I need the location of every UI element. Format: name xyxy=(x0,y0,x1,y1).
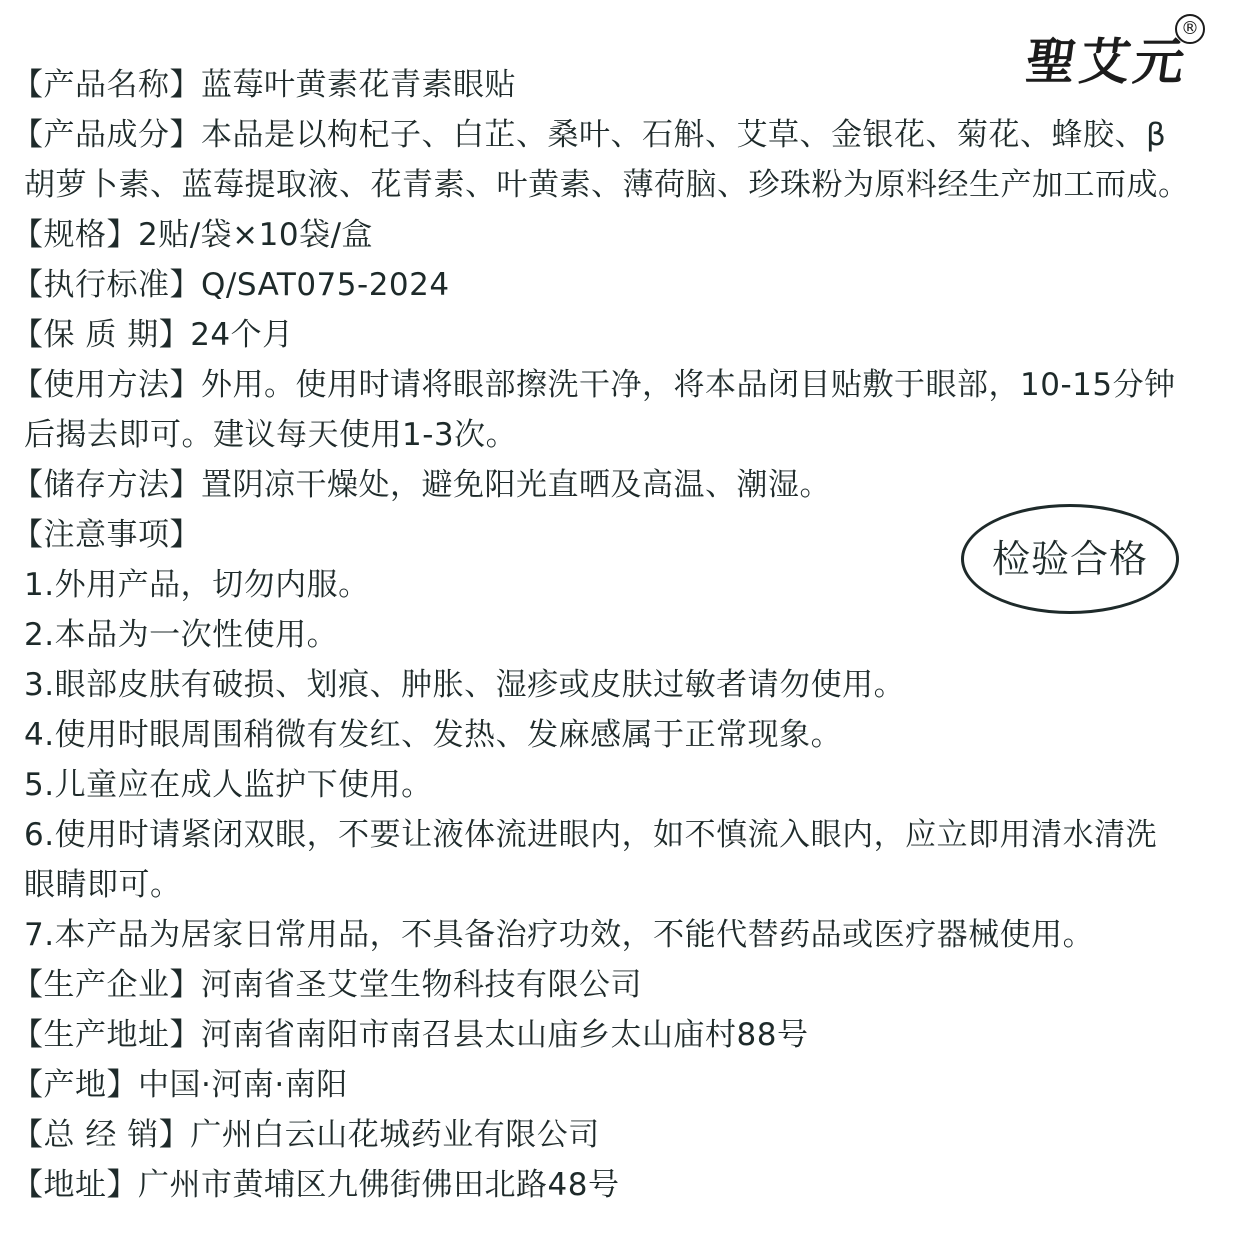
precaution-item: 1.外用产品，切勿内服。 xyxy=(24,567,370,603)
address-line: 【地址】广州市黄埔区九佛街佛田北路48号 xyxy=(12,1167,620,1203)
precaution-item: 2.本品为一次性使用。 xyxy=(24,617,339,653)
usage-line-cont: 后揭去即可。建议每天使用1-3次。 xyxy=(24,417,518,453)
shelf-life-line: 【保 质 期】24个月 xyxy=(12,317,294,353)
precaution-item: 3.眼部皮肤有破损、划痕、肿胀、湿疹或皮肤过敏者请勿使用。 xyxy=(24,667,906,703)
precautions-heading: 【注意事项】 xyxy=(12,517,201,553)
ingredients-line-cont: 胡萝卜素、蓝莓提取液、花青素、叶黄素、薄荷脑、珍珠粉为原料经生产加工而成。 xyxy=(24,167,1190,203)
precaution-item: 7.本产品为居家日常用品，不具备治疗功效，不能代替药品或医疗器械使用。 xyxy=(24,917,1095,953)
precaution-item: 5.儿童应在成人监护下使用。 xyxy=(24,767,433,803)
manufacturer-address-line: 【生产地址】河南省南阳市南召县太山庙乡太山庙村88号 xyxy=(12,1017,809,1053)
manufacturer-line: 【生产企业】河南省圣艾堂生物科技有限公司 xyxy=(12,967,642,1003)
brand-logo: 聖艾元 xyxy=(1021,32,1193,91)
inspection-stamp: 检验合格 xyxy=(961,504,1179,614)
registered-mark-icon: ® xyxy=(1175,14,1205,44)
precaution-item-cont: 眼睛即可。 xyxy=(24,867,182,903)
precaution-item: 4.使用时眼周围稍微有发红、发热、发麻感属于正常现象。 xyxy=(24,717,843,753)
precaution-item: 6.使用时请紧闭双眼，不要让液体流进眼内，如不慎流入眼内，应立即用清水清洗 xyxy=(24,817,1158,853)
storage-line: 【储存方法】置阴凉干燥处，避免阳光直晒及高温、潮湿。 xyxy=(12,467,831,503)
product-name-line: 【产品名称】蓝莓叶黄素花青素眼贴 xyxy=(12,67,516,103)
standard-line: 【执行标准】Q/SAT075-2024 xyxy=(12,267,450,303)
origin-line: 【产地】中国·河南·南阳 xyxy=(12,1067,348,1103)
usage-line: 【使用方法】外用。使用时请将眼部擦洗干净，将本品闭目贴敷于眼部，10-15分钟 xyxy=(12,367,1176,403)
specification-line: 【规格】2贴/袋×10袋/盒 xyxy=(12,217,374,253)
distributor-line: 【总 经 销】广州白云山花城药业有限公司 xyxy=(12,1117,600,1153)
ingredients-line: 【产品成分】本品是以枸杞子、白芷、桑叶、石斛、艾草、金银花、菊花、蜂胶、β xyxy=(12,117,1167,153)
